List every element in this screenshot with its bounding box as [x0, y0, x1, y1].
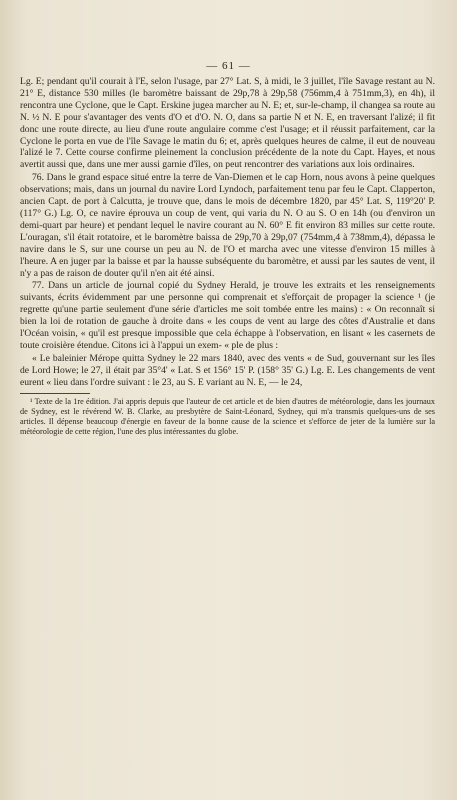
page-number: — 61 — — [206, 60, 251, 72]
paragraph-quote: « Le baleinier Mérope quitta Sydney le 22 mars 1840, avec des vents « de Sud, gouvernant sur les îles de Lord Howe; le 27, il était par 35°4' « Lat. S et 156° 15' P. (158° 35' G.) Lg. E. Les changements de vent eurent « lieu dans l'ordre suivant : le 23, au S. E variant au N. E, — le 24, — [20, 352, 435, 388]
paragraph-77: 77. Dans un article de journal copié du Sydney Herald, je trouve les extraits et les renseignements suivants, écrits évidemment par une personne qui comprenait et s'efforçait de propager la science ¹ (je regrette qu'une partie seulement d'une série d'articles me soit tombée entre les mains) : « On reconnaît si bien la loi de rotation de gauche à droite dans « les coups de vent au large des côtes d'Australie et dans l'Océan voisin, « qu'il est presque impossible que cela échappe à l'observation, en lisant « les casernets de toute croisière étendue. Citons ici à l'appui un exem- « ple de plus : — [20, 280, 435, 351]
footnote-1: ¹ Texte de la 1re édition. J'ai appris depuis que l'auteur de cet article et de bien d'autres de météorologie, dans les journaux de Sydney, est le révérend W. B. Clarke, au presbytère de Saint-Léonard, Sydney, qui m'a transmis quelques-uns de ses articles. Il dépense beaucoup d'énergie en faveur de la bonne cause de la science et s'efforce de jeter de la lumière sur la météorologie de cette région, l'une des plus intéressantes du globe. — [20, 396, 435, 437]
body-text — [20, 76, 435, 389]
paragraph-continued: Lg. E; pendant qu'il courait à l'E, selon l'usage, par 27° Lat. S, à midi, le 3 juillet, l'île Savage restant au N. 21° E, distance 530 milles (le baromètre baissant de 29p,78 à 29p,58 (756mm,4 à 751mm,3), en 4h), il rencontra une Cyclone, que le Capt. Erskine jugea marcher au N. E; et, sur-le-champ, il changea sa route au N. ½ N. E pour s'avantager des vents d'O et d'O. N. O, dans sa partie N et N. E, en traversant l'alizé; il fit donc une route directe, au lieu d'une route angulaire comme c'est l'usage; et il réussit parfaitement, car la Cyclone le porta en vue de l'île Savage le matin du 6; et, après quelques heures de calme, il eut de nouveau l'alizé le 7. Cette course confirme pleinement la conclusion précédente de la note du Capt. Hayes, et nous avertit aussi que, dans une mer aussi garnie d'îles, on peut rencontrer des variations aux lois ordinaires. — [20, 76, 435, 171]
footnote-divider — [20, 393, 90, 394]
paragraph-76: 76. Dans le grand espace situé entre la terre de Van-Diemen et le cap Horn, nous avons à peine quelques observations; mais, dans un journal du navire Lord Lyndoch, parfaitement tenu par feu le Capt. Clapperton, ancien Capt. de port à Calcutta, je trouve que, dans le mois de décembre 1820, par 45° Lat. S, 119°20' P. (117° G.) Lg. O, ce navire éprouva un coup de vent, qui varia du N. O au S. O en 14h (ou d'environ un demi-quart par heure) et pendant lequel le navire courant au N. 60° E fit environ 83 milles sur cette route. L'ouragan, s'il était rotatoire, et le baromètre baissa de 29p,70 à 29p,07 (754mm,4 à 738mm,4), dépassa le navire dans le S, sur une course un peu au N. de l'O et marcha avec une vitesse d'environ 15 milles à l'heure. A en juger par la baisse et par la hausse subséquente du baromètre, et aussi par les sautes de vent, il n'y a pas de raison de douter qu'il n'en ait été ainsi. — [20, 172, 435, 279]
footnotes — [20, 397, 435, 438]
